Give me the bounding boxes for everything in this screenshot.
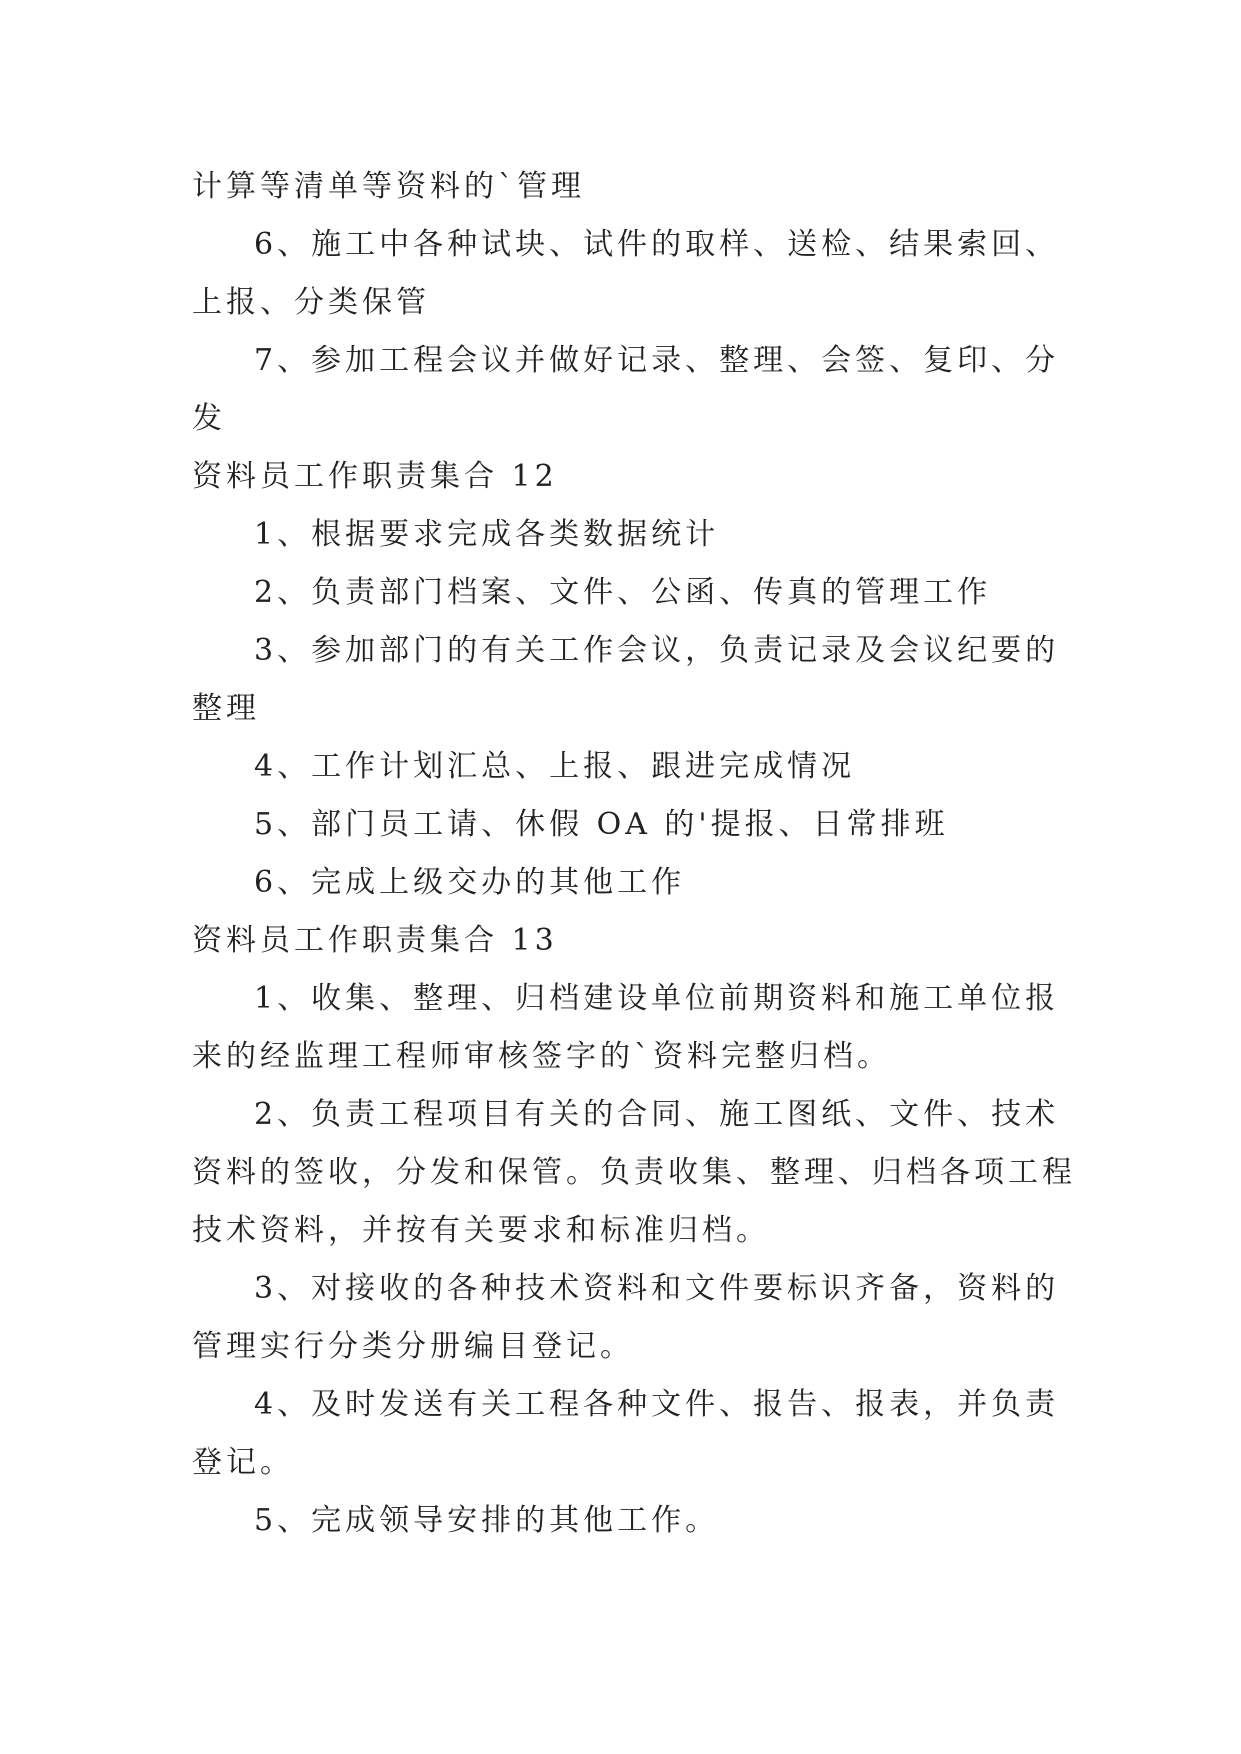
- text-line: 管理实行分类分册编目登记。: [192, 1329, 634, 1364]
- text-line: 登记。: [192, 1445, 294, 1480]
- text-line: 3、参加部门的有关工作会议，负责记录及会议纪要的: [254, 633, 1060, 668]
- section-heading: 资料员工作职责集合 12: [192, 459, 558, 494]
- text-line: 发: [192, 401, 226, 436]
- text-line: 技术资料，并按有关要求和标准归档。: [192, 1213, 770, 1248]
- text-line: 上报、分类保管: [192, 285, 430, 320]
- document-body: [192, 158, 1076, 1550]
- text-line: 5、完成领导安排的其他工作。: [254, 1503, 720, 1538]
- text-line: 4、工作计划汇总、上报、跟进完成情况: [254, 749, 856, 784]
- text-line: 计算等清单等资料的`管理: [192, 169, 585, 204]
- text-line: 整理: [192, 691, 260, 726]
- text-line: 来的经监理工程师审核签字的`资料完整归档。: [192, 1039, 891, 1074]
- text-line: 5、部门员工请、休假 OA 的'提报、日常排班: [254, 807, 949, 842]
- text-line: 7、参加工程会议并做好记录、整理、会签、复印、分: [254, 343, 1060, 378]
- section-heading: 资料员工作职责集合 13: [192, 923, 558, 958]
- text-line: 1、收集、整理、归档建设单位前期资料和施工单位报: [254, 981, 1060, 1016]
- text-line: 资料的签收，分发和保管。负责收集、整理、归档各项工程: [192, 1155, 1076, 1190]
- text-line: 1、根据要求完成各类数据统计: [254, 517, 720, 552]
- text-line: 2、负责部门档案、文件、公函、传真的管理工作: [254, 575, 992, 610]
- text-line: 4、及时发送有关工程各种文件、报告、报表，并负责: [254, 1387, 1060, 1422]
- text-line: 3、对接收的各种技术资料和文件要标识齐备，资料的: [254, 1271, 1060, 1306]
- text-line: 2、负责工程项目有关的合同、施工图纸、文件、技术: [254, 1097, 1060, 1132]
- text-line: 6、施工中各种试块、试件的取样、送检、结果索回、: [254, 227, 1060, 262]
- text-line: 6、完成上级交办的其他工作: [254, 865, 686, 900]
